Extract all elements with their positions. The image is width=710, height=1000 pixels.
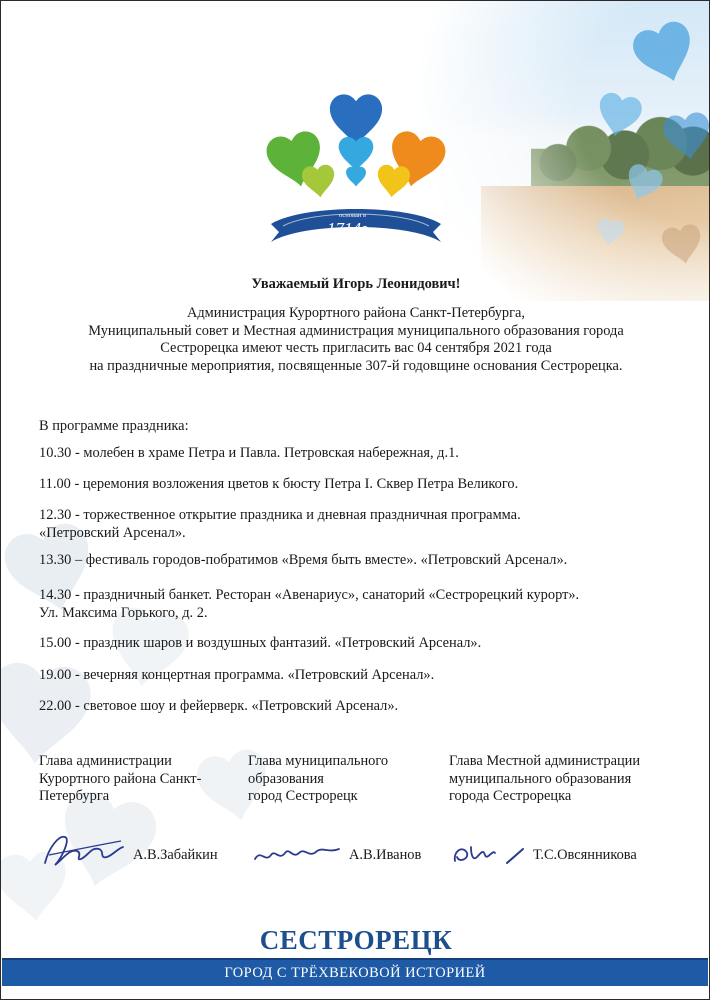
signatory-title-1: [39, 753, 201, 806]
program-line: 15.00 - праздник шаров и воздушных фантазий. «Петровский Арсенал».: [39, 635, 482, 651]
program-line: Ул. Максима Горького, д. 2.: [39, 605, 208, 621]
program-line: 13.30 – фестиваль городов-побратимов «Время быть вместе». «Петровский Арсенал».: [39, 552, 568, 568]
program-line: «Петровский Арсенал».: [39, 525, 186, 541]
signatory-title-3: [449, 753, 640, 806]
signatory-title-line: Глава администрации: [39, 753, 172, 769]
signatory-title-line: город Сестрорецк: [248, 788, 358, 804]
intro-paragraph: [21, 305, 691, 375]
signature-ivanov-icon: [251, 839, 343, 869]
decorative-hearts-bottom-left: [1, 521, 301, 941]
program-line: 19.00 - вечерняя концертная программа. «Петровский Арсенал».: [39, 667, 435, 683]
signatory-title-line: образования: [248, 770, 324, 787]
signature-zabaykin-icon: [39, 829, 129, 871]
program-line: 14.30 - праздничный банкет. Ресторан «Авенариус», санаторий «Сестрорецкий курорт».: [39, 587, 580, 603]
program-line: 12.30 - торжественное открытие праздника и дневная праздничная программа.: [39, 507, 521, 523]
footer-tagline-bar: [2, 958, 708, 986]
intro-line: Сестрорецка имеют честь пригласить вас 04 сентября 2021 года: [160, 340, 552, 356]
signatory-title-2: [248, 753, 388, 806]
program-item: [39, 475, 689, 493]
program-title: В программе праздника:: [39, 418, 189, 434]
program-item: [39, 506, 689, 542]
signatory-title-line: муниципального образования: [449, 770, 632, 787]
ribbon-founded-label: основан в: [339, 212, 367, 219]
decorative-hearts-top-right: [561, 1, 710, 291]
signature-ovsyannikova-icon: [449, 839, 529, 869]
program-line: 11.00 - церемония возложения цветов к бюсту Петра I. Сквер Петра Великого.: [39, 476, 519, 492]
signatory-title-line: Курортного района Санкт-: [39, 770, 202, 787]
signatory-title-line: города Сестрорецка: [449, 788, 572, 804]
intro-line: Администрация Курортного района Санкт-Петербурга,: [186, 305, 526, 321]
signatory-title-line: Глава муниципального: [248, 753, 389, 769]
program-item: [39, 697, 689, 715]
intro-line: на праздничные мероприятия, посвященные 307-й годовщине основания Сестрорецка.: [89, 357, 623, 374]
ribbon-year-label: 1714г.: [327, 219, 372, 238]
program-item: [39, 551, 689, 569]
program-line: 10.30 - молебен в храме Петра и Павла. Петровская набережная, д.1.: [39, 445, 459, 461]
signatory-name-3: Т.С.Овсянникова: [533, 847, 637, 863]
program-item: [39, 634, 689, 652]
signatory-title-line: Глава Местной администрации: [449, 753, 641, 769]
program-line: 22.00 - световое шоу и фейерверк. «Петровский Арсенал».: [39, 698, 399, 714]
intro-line: Муниципальный совет и Местная администрация муниципального образования города: [88, 322, 624, 339]
sestroretsk-logo: [263, 86, 449, 251]
salutation: Уважаемый Игорь Леонидович!: [251, 276, 461, 292]
signatory-name-2: А.В.Иванов: [349, 847, 422, 863]
footer-city-name: СЕСТРОРЕЦК: [259, 925, 453, 955]
signatory-title-line: Петербурга: [39, 788, 110, 804]
program-item: [39, 586, 689, 622]
signatory-name-1: А.В.Забайкин: [133, 847, 218, 863]
program-item: [39, 444, 689, 462]
program-item: [39, 666, 689, 684]
footer-tagline: ГОРОД С ТРЁХВЕКОВОЙ ИСТОРИЕЙ: [224, 965, 486, 981]
